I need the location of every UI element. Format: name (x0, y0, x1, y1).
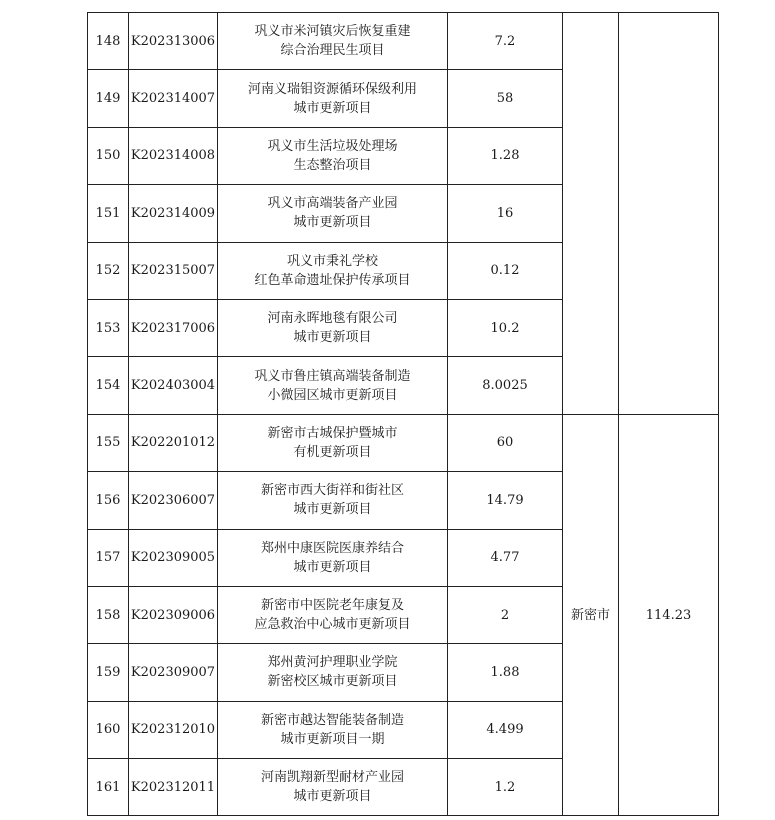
row-number: 148 (88, 13, 129, 70)
row-number: 149 (88, 70, 129, 127)
project-code: K202313006 (129, 13, 218, 70)
row-number: 154 (88, 357, 129, 414)
investment-amount: 0.12 (448, 242, 563, 299)
investment-amount: 16 (448, 185, 563, 242)
investment-amount: 8.0025 (448, 357, 563, 414)
project-name-line: 城市更新项目 (293, 789, 372, 805)
row-number: 160 (88, 701, 129, 758)
project-name-line: 郑州中康医院医康养结合 (260, 540, 404, 556)
project-name-line: 河南义瑞钼资源循环保级利用 (247, 81, 417, 97)
project-code: K202201012 (129, 414, 218, 471)
project-code: K202312011 (129, 759, 218, 816)
project-name-line: 有机更新项目 (293, 444, 372, 460)
project-name-line: 新密市西大街祥和街社区 (260, 483, 404, 499)
row-number: 159 (88, 644, 129, 701)
project-name-line: 城市更新项目 (293, 100, 372, 116)
project-name (218, 472, 448, 529)
table-row (88, 414, 719, 471)
project-name (218, 759, 448, 816)
project-name-line: 巩义市生活垃圾处理场 (267, 138, 398, 154)
investment-amount: 14.79 (448, 472, 563, 529)
project-name (218, 299, 448, 356)
project-name-line: 河南凯翔新型耐材产业园 (260, 770, 404, 786)
project-name-line: 新密市越达智能装备制造 (260, 712, 404, 728)
project-name (218, 242, 448, 299)
project-code: K202315007 (129, 242, 218, 299)
project-name-line: 红色革命遗址保护传承项目 (254, 272, 411, 288)
project-name-line: 城市更新项目 (293, 502, 372, 518)
project-code: K202403004 (129, 357, 218, 414)
project-code: K202309007 (129, 644, 218, 701)
project-code: K202314009 (129, 185, 218, 242)
project-name-line: 城市更新项目 (293, 330, 372, 346)
project-code: K202312010 (129, 701, 218, 758)
row-number: 153 (88, 299, 129, 356)
project-name (218, 529, 448, 586)
row-number: 158 (88, 586, 129, 643)
project-name-line: 新密校区城市更新项目 (267, 674, 398, 690)
project-name (218, 127, 448, 184)
project-name-line: 巩义市鲁庄镇高端装备制造 (254, 368, 411, 384)
project-name (218, 644, 448, 701)
project-name-line: 巩义市米河镇灾后恢复重建 (254, 24, 411, 40)
project-name (218, 13, 448, 70)
project-name-line: 应急救治中心城市更新项目 (254, 617, 411, 633)
project-code: K202314008 (129, 127, 218, 184)
investment-amount: 2 (448, 586, 563, 643)
project-code: K202306007 (129, 472, 218, 529)
row-number: 161 (88, 759, 129, 816)
investment-amount: 60 (448, 414, 563, 471)
project-name-line: 新密市古城保护暨城市 (267, 425, 398, 441)
project-name-line: 河南永晖地毯有限公司 (267, 311, 398, 327)
project-name (218, 414, 448, 471)
project-name (218, 586, 448, 643)
project-name-line: 郑州黄河护理职业学院 (267, 655, 398, 671)
row-number: 157 (88, 529, 129, 586)
project-name-line: 新密市中医院老年康复及 (260, 598, 404, 614)
row-number: 150 (88, 127, 129, 184)
row-number: 156 (88, 472, 129, 529)
project-name-line: 巩义市秉礼学校 (286, 253, 378, 269)
region-total: 114.23 (619, 414, 719, 816)
row-number: 151 (88, 185, 129, 242)
investment-amount: 10.2 (448, 299, 563, 356)
region-cell (563, 13, 619, 415)
investment-amount: 1.2 (448, 759, 563, 816)
project-name-line: 城市更新项目 (293, 215, 372, 231)
region-total (619, 13, 719, 415)
project-name-line: 生态整治项目 (293, 157, 372, 173)
project-name-line: 综合治理民生项目 (280, 43, 385, 59)
project-name (218, 357, 448, 414)
investment-amount: 7.2 (448, 13, 563, 70)
project-name-line: 巩义市高端装备产业园 (267, 196, 398, 212)
project-name-line: 城市更新项目一期 (280, 731, 385, 747)
investment-amount: 4.499 (448, 701, 563, 758)
row-number: 152 (88, 242, 129, 299)
investment-amount: 1.88 (448, 644, 563, 701)
investment-amount: 58 (448, 70, 563, 127)
project-code: K202309006 (129, 586, 218, 643)
project-table (87, 12, 719, 816)
project-name (218, 70, 448, 127)
investment-amount: 1.28 (448, 127, 563, 184)
project-code: K202314007 (129, 70, 218, 127)
table-row (88, 13, 719, 70)
region-cell: 新密市 (563, 414, 619, 816)
row-number: 155 (88, 414, 129, 471)
project-name (218, 701, 448, 758)
project-name-line: 小微园区城市更新项目 (267, 387, 398, 403)
project-code: K202309005 (129, 529, 218, 586)
project-name (218, 185, 448, 242)
project-name-line: 城市更新项目 (293, 559, 372, 575)
project-code: K202317006 (129, 299, 218, 356)
investment-amount: 4.77 (448, 529, 563, 586)
